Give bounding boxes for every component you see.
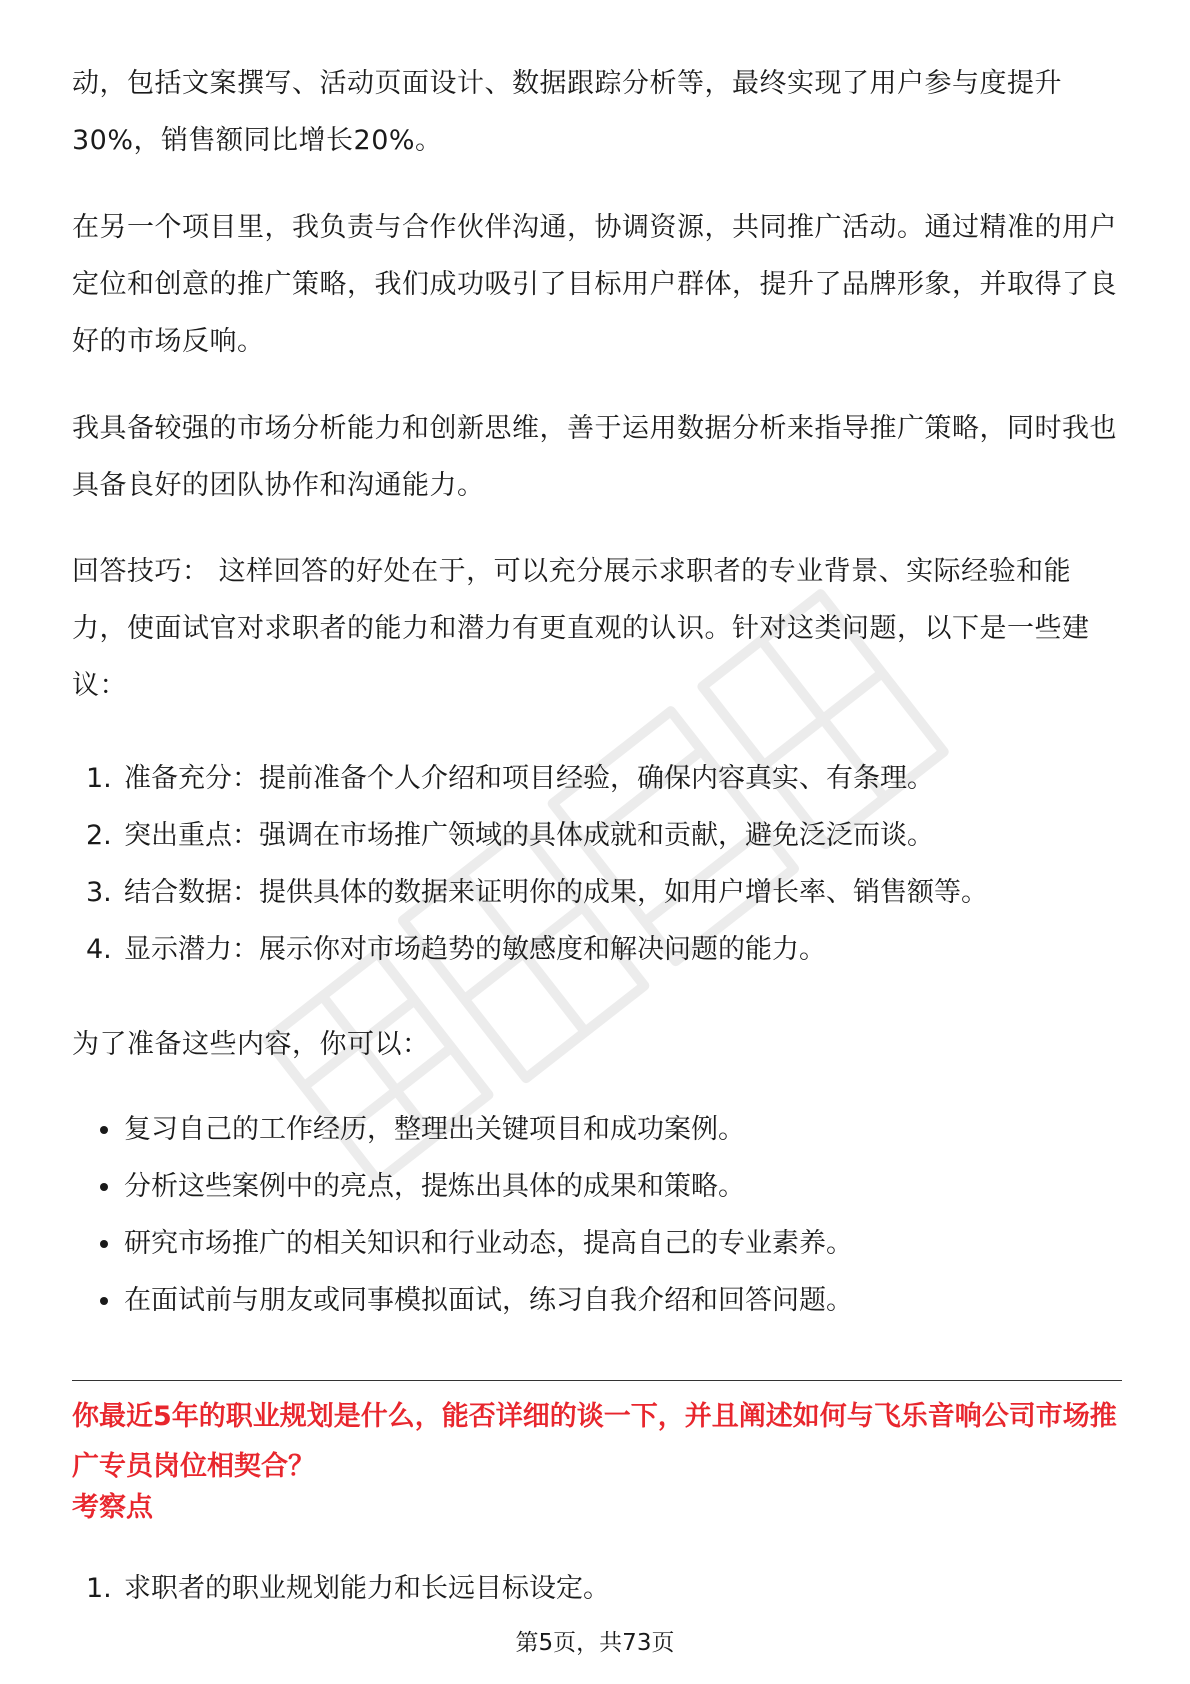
list-text: 突出重点：强调在市场推广领域的具体成就和贡献，避免泛泛而谈。	[124, 820, 934, 851]
bullet-list	[72, 1101, 1122, 1329]
intro-paragraph	[72, 55, 1122, 169]
question-heading: 你最近5年的职业规划是什么，能否详细的谈一下，并且阐述如何与飞乐音响公司市场推广专员岗位相契合？	[72, 1401, 1117, 1482]
list-text: 显示潜力：展示你对市场趋势的敏感度和解决问题的能力。	[124, 934, 826, 965]
bullet-icon	[100, 1240, 108, 1248]
list-number: 3.	[86, 877, 112, 908]
points-list	[72, 1560, 1122, 1617]
list-item	[72, 1215, 1122, 1272]
list-item	[72, 1158, 1122, 1215]
page-number: 第5页，共73页	[515, 1630, 675, 1656]
list-number: 1.	[86, 1573, 112, 1604]
sub-heading: 考察点	[72, 1492, 153, 1523]
list-item	[72, 750, 1122, 807]
list-item	[72, 1101, 1122, 1158]
list-item	[72, 1272, 1122, 1329]
intro-line-1: 动，包括文案撰写、活动页面设计、数据跟踪分析等，最终实现了用户参与度提升	[72, 68, 1062, 99]
list-item	[72, 864, 1122, 921]
paragraph-answer-tips: 回答技巧： 这样回答的好处在于，可以充分展示求职者的专业背景、实际经验和能力，使面试官对求职者的能力和潜力有更直观的认识。针对这类问题，以下是一些建议：	[72, 556, 1090, 701]
bullet-icon	[100, 1297, 108, 1305]
section-divider	[72, 1380, 1122, 1381]
paragraph-abilities: 我具备较强的市场分析能力和创新思维，善于运用数据分析来指导推广策略，同时我也具备良好的团队协作和沟通能力。	[72, 413, 1117, 501]
list-text: 求职者的职业规划能力和长远目标设定。	[124, 1573, 610, 1604]
list-number: 2.	[86, 820, 112, 851]
list-text: 结合数据：提供具体的数据来证明你的成果，如用户增长率、销售额等。	[124, 877, 988, 908]
list-number: 1.	[86, 763, 112, 794]
bullet-icon	[100, 1126, 108, 1134]
paragraph-prepare: 为了准备这些内容，你可以：	[72, 1029, 430, 1060]
list-item	[72, 1560, 1122, 1617]
paragraph-partner-project: 在另一个项目里，我负责与合作伙伴沟通，协调资源，共同推广活动。通过精准的用户定位和创意的推广策略，我们成功吸引了目标用户群体，提升了品牌形象，并取得了良好的市场反响。	[72, 212, 1117, 357]
list-text: 分析这些案例中的亮点，提炼出具体的成果和策略。	[124, 1171, 745, 1202]
list-item	[72, 921, 1122, 978]
list-number: 4.	[86, 934, 112, 965]
intro-line-2: 30%，销售额同比增长20%。	[72, 125, 443, 156]
list-text: 准备充分：提前准备个人介绍和项目经验，确保内容真实、有条理。	[124, 763, 934, 794]
tips-list	[72, 750, 1122, 978]
list-text: 在面试前与朋友或同事模拟面试，练习自我介绍和回答问题。	[124, 1285, 853, 1316]
list-text: 复习自己的工作经历，整理出关键项目和成功案例。	[124, 1114, 745, 1145]
list-item	[72, 807, 1122, 864]
list-text: 研究市场推广的相关知识和行业动态，提高自己的专业素养。	[124, 1228, 853, 1259]
bullet-icon	[100, 1183, 108, 1191]
